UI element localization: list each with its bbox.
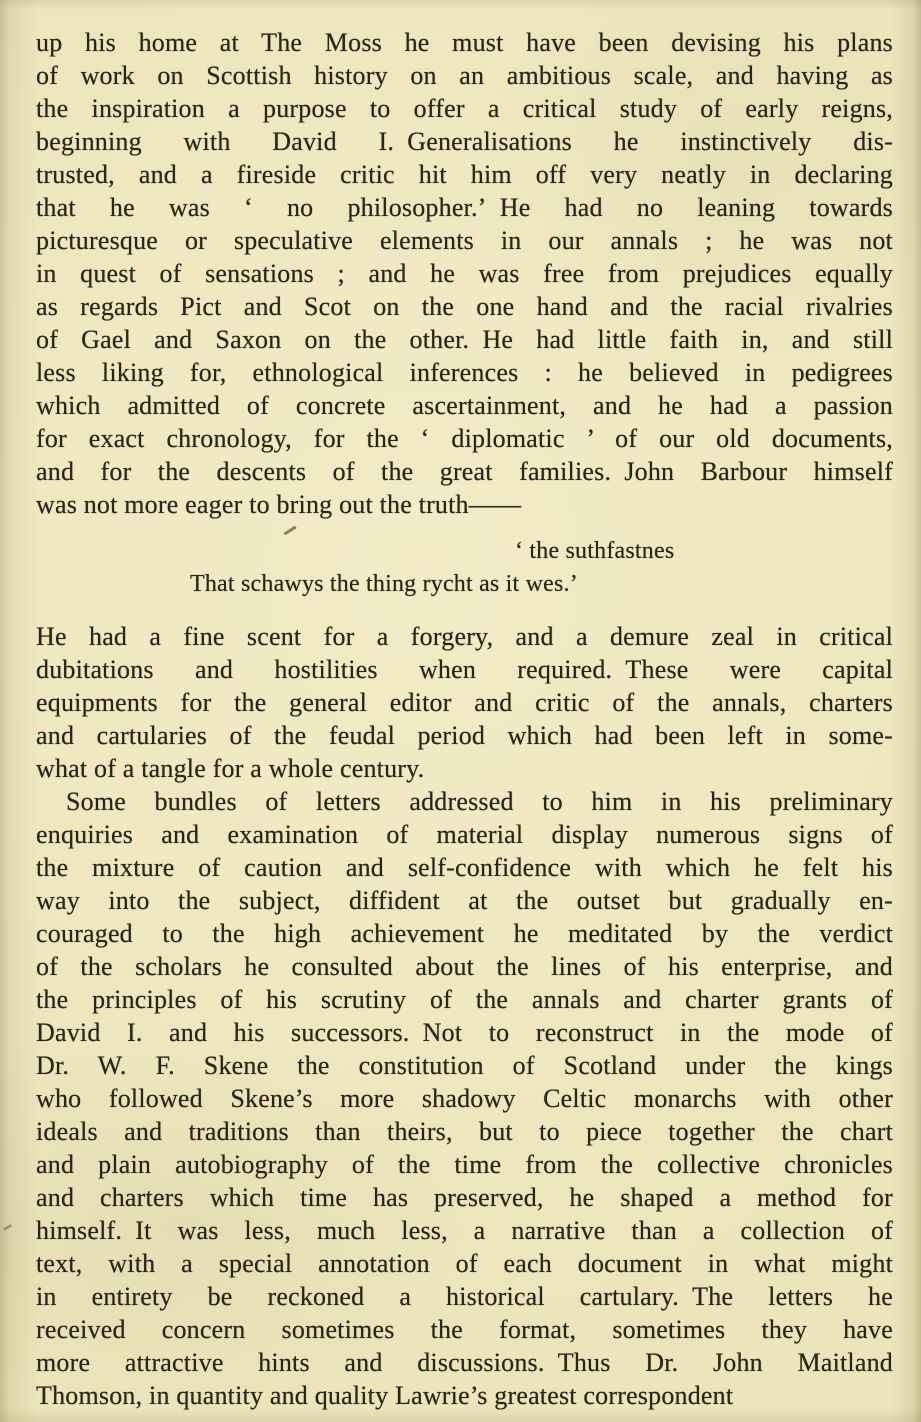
paragraph-1 [36, 26, 893, 521]
text-line: of work on Scottish history on an ambitious scale, and having as [36, 61, 893, 90]
text-line: less liking for, ethnological inferences : he believed in pedigrees [36, 358, 893, 387]
text-line: and plain autobiography of the time from the collective chronicles [36, 1150, 893, 1179]
text-line: the mixture of caution and self-confidence with which he felt his [36, 853, 893, 882]
verse-quote [36, 535, 893, 601]
text-line: for exact chronology, for the ‘ diplomatic ’ of our old documents, [36, 424, 893, 453]
text-line: in entirety be reckoned a historical cartulary. The letters he [36, 1282, 893, 1311]
text-line: dubitations and hostilities when required. These were capital [36, 655, 893, 684]
text-line: way into the subject, diffident at the outset but gradually en- [36, 886, 893, 915]
verse-line-1: ‘ the suthfastnes [515, 538, 675, 564]
text-line: and for the descents of the great families. John Barbour himself [36, 457, 893, 486]
text-line: and charters which time has preserved, he shaped a method for [36, 1183, 893, 1212]
scan-artifact [3, 1224, 12, 1231]
text-line: and cartularies of the feudal period which had been left in some- [36, 721, 893, 750]
text-line: what of a tangle for a whole century. [36, 754, 425, 783]
text-line: that he was ‘ no philosopher.’ He had no leaning towards [36, 193, 893, 222]
text-block [36, 26, 893, 1412]
paragraph-2 [36, 620, 893, 785]
paragraph-3 [36, 785, 893, 1412]
text-line: more attractive hints and discussions. Thus Dr. John Maitland [36, 1348, 893, 1377]
text-line: beginning with David I. Generalisations he instinctively dis- [36, 127, 893, 156]
text-line: as regards Pict and Scot on the one hand and the racial rivalries [36, 292, 893, 321]
text-line: equipments for the general editor and critic of the annals, charters [36, 688, 893, 717]
text-line: which admitted of concrete ascertainment, and he had a passion [36, 391, 893, 420]
text-line: He had a fine scent for a forgery, and a demure zeal in critical [36, 622, 893, 651]
text-line: in quest of sensations ; and he was free from prejudices equally [36, 259, 893, 288]
text-line: of Gael and Saxon on the other. He had little faith in, and still [36, 325, 893, 354]
text-line: who followed Skene’s more shadowy Celtic monarchs with other [36, 1084, 893, 1113]
text-line: enquiries and examination of material display numerous signs of [36, 820, 893, 849]
text-line: the principles of his scrutiny of the annals and charter grants of [36, 985, 893, 1014]
text-line: up his home at The Moss he must have been devising his plans [36, 28, 893, 57]
text-line: Some bundles of letters addressed to him in his preliminary [66, 787, 893, 816]
text-line: picturesque or speculative elements in our annals ; he was not [36, 226, 893, 255]
verse-line-2: That schawys the thing rycht as it wes.’ [190, 571, 578, 597]
text-line: Thomson, in quantity and quality Lawrie’s greatest correspondent [36, 1381, 734, 1410]
text-line: David I. and his successors. Not to reconstruct in the mode of [36, 1018, 893, 1047]
text-line: himself. It was less, much less, a narrative than a collection of [36, 1216, 893, 1245]
text-line: text, with a special annotation of each document in what might [36, 1249, 893, 1278]
text-line: couraged to the high achievement he meditated by the verdict [36, 919, 893, 948]
text-line: the inspiration a purpose to offer a critical study of early reigns, [36, 94, 893, 123]
text-line: of the scholars he consulted about the lines of his enterprise, and [36, 952, 893, 981]
text-line: trusted, and a fireside critic hit him off very neatly in declaring [36, 160, 893, 189]
text-line: Dr. W. F. Skene the constitution of Scotland under the kings [36, 1051, 893, 1080]
text-line: ideals and traditions than theirs, but to piece together the chart [36, 1117, 893, 1146]
text-line: was not more eager to bring out the truth—— [36, 490, 522, 519]
text-line: received concern sometimes the format, sometimes they have [36, 1315, 893, 1344]
